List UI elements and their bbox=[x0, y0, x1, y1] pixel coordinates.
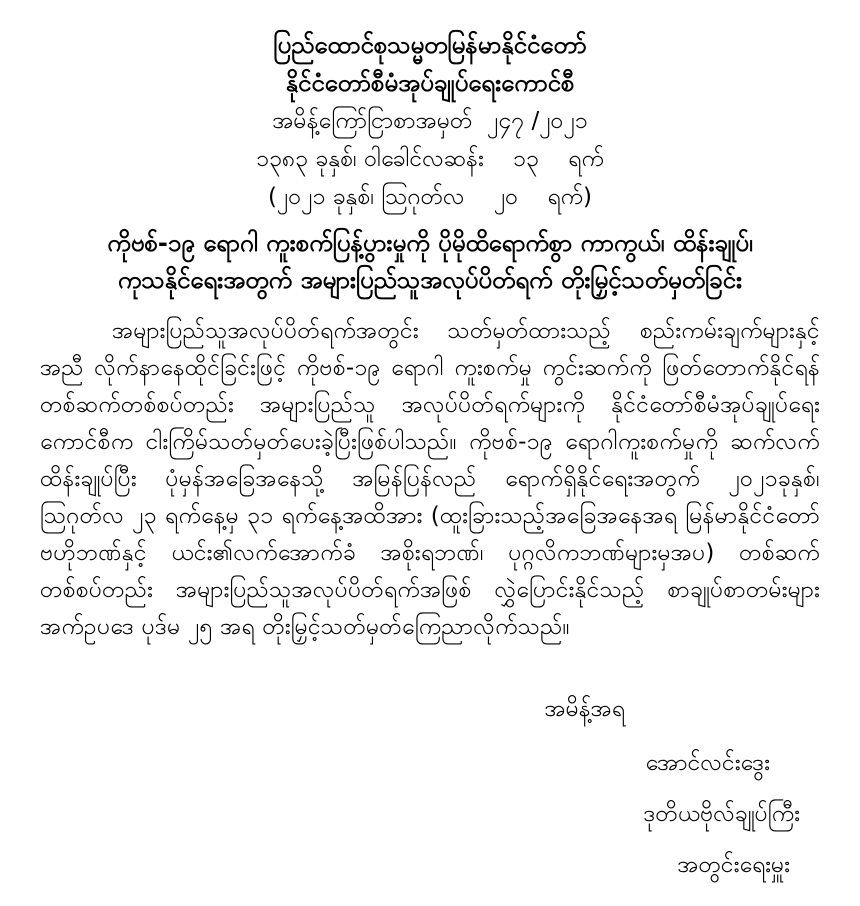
by-order-label: အမိန့်အရ bbox=[544, 696, 625, 722]
signatory-name: အောင်လင်းဒွေး bbox=[645, 750, 770, 776]
document-header bbox=[40, 26, 820, 216]
state-name: ပြည်ထောင်စုသမ္မတမြန်မာနိုင်ငံတော် bbox=[273, 31, 587, 59]
signature-block bbox=[40, 692, 820, 882]
myanmar-date-line: ၁၃၈၃ ခုနှစ်၊ ဝါခေါင်လဆန်း ၁၃ ရက် bbox=[256, 146, 604, 172]
order-number-line: အမိန့်ကြော်ငြာစာအမှတ် ၂၄၇ /၂၀၂၁ bbox=[272, 108, 588, 134]
body-paragraph: အများပြည်သူအလုပ်ပိတ်ရက်အတွင်း သတ်မှတ်ထားသည့် စည်းကမ်းချက်များနှင့် အညီ လိုက်နာနေထိုင်ခြင်းဖြင့် ကိုဗစ်-၁၉ ရောဂါ ကူးစက်မှု ကွင်းဆက်ကို ဖြတ်တောက်နိုင်ရန် တစ်ဆက်တစ်စပ်တည်း အများပြည်သူ အလုပ်ပိတ်ရက်များကို နိုင်ငံတော်စီမံအုပ်ချုပ်ရေး ကောင်စီက ငါးကြိမ်သတ်မှတ်ပေးခဲ့ပြီးဖြစ်ပါသည်။ ကိုဗစ်-၁၉ ရောဂါကူးစက်မှုကို ဆက်လက် ထိန်းချုပ်ပြီး ပုံမှန်အခြေအနေသို့ အမြန်ပြန်လည် ရောက်ရှိနိုင်ရေးအတွက် ၂၀၂၁ခုနှစ်၊ ဩဂုတ်လ ၂၃ ရက်နေ့မှ ၃၁ ရက်နေ့အထိအား (ထူးခြားသည့်အခြေအနေအရ မြန်မာနိုင်ငံတော် ဗဟိုဘဏ်နှင့် ယင်း၏လက်အောက်ခံ အစိုးရဘဏ်၊ ပုဂ္ဂလိကဘဏ်များမှအပ) တစ်ဆက်တစ်စပ်တည်း အများပြည်သူအလုပ်ပိတ်ရက်အဖြစ် လွှဲပြောင်းနိုင်သည့် စာချုပ်စာတမ်းများ အက်ဥပဒေ ပုဒ်မ ၂၅ အရ တိုးမြှင့်သတ်မှတ်ကြေညာလိုက်သည်။ bbox=[40, 318, 820, 640]
signatory-position: အတွင်းရေးမှူး bbox=[677, 852, 790, 878]
title-line-1: ကိုဗစ်-၁၉ ရောဂါ ကူးစက်ပြန့်ပွားမှုကို ပိုမိုထိရောက်စွာ ကာကွယ်၊ ထိန်းချုပ်၊ bbox=[107, 229, 753, 257]
title-line-2: ကုသနိုင်ရေးအတွက် အများပြည်သူအလုပ်ပိတ်ရက် တိုးမြှင့်သတ်မှတ်ခြင်း bbox=[117, 266, 743, 294]
document-title bbox=[40, 225, 820, 299]
gregorian-date-line: (၂၀၂၁ ခုနှစ်၊ ဩဂုတ်လ ၂၀ ရက်) bbox=[267, 184, 593, 210]
council-name: နိုင်ငံတော်စီမံအုပ်ချုပ်ရေးကောင်စီ bbox=[285, 69, 575, 97]
signatory-rank: ဒုတိယဗိုလ်ချုပ်ကြီး bbox=[643, 801, 800, 827]
